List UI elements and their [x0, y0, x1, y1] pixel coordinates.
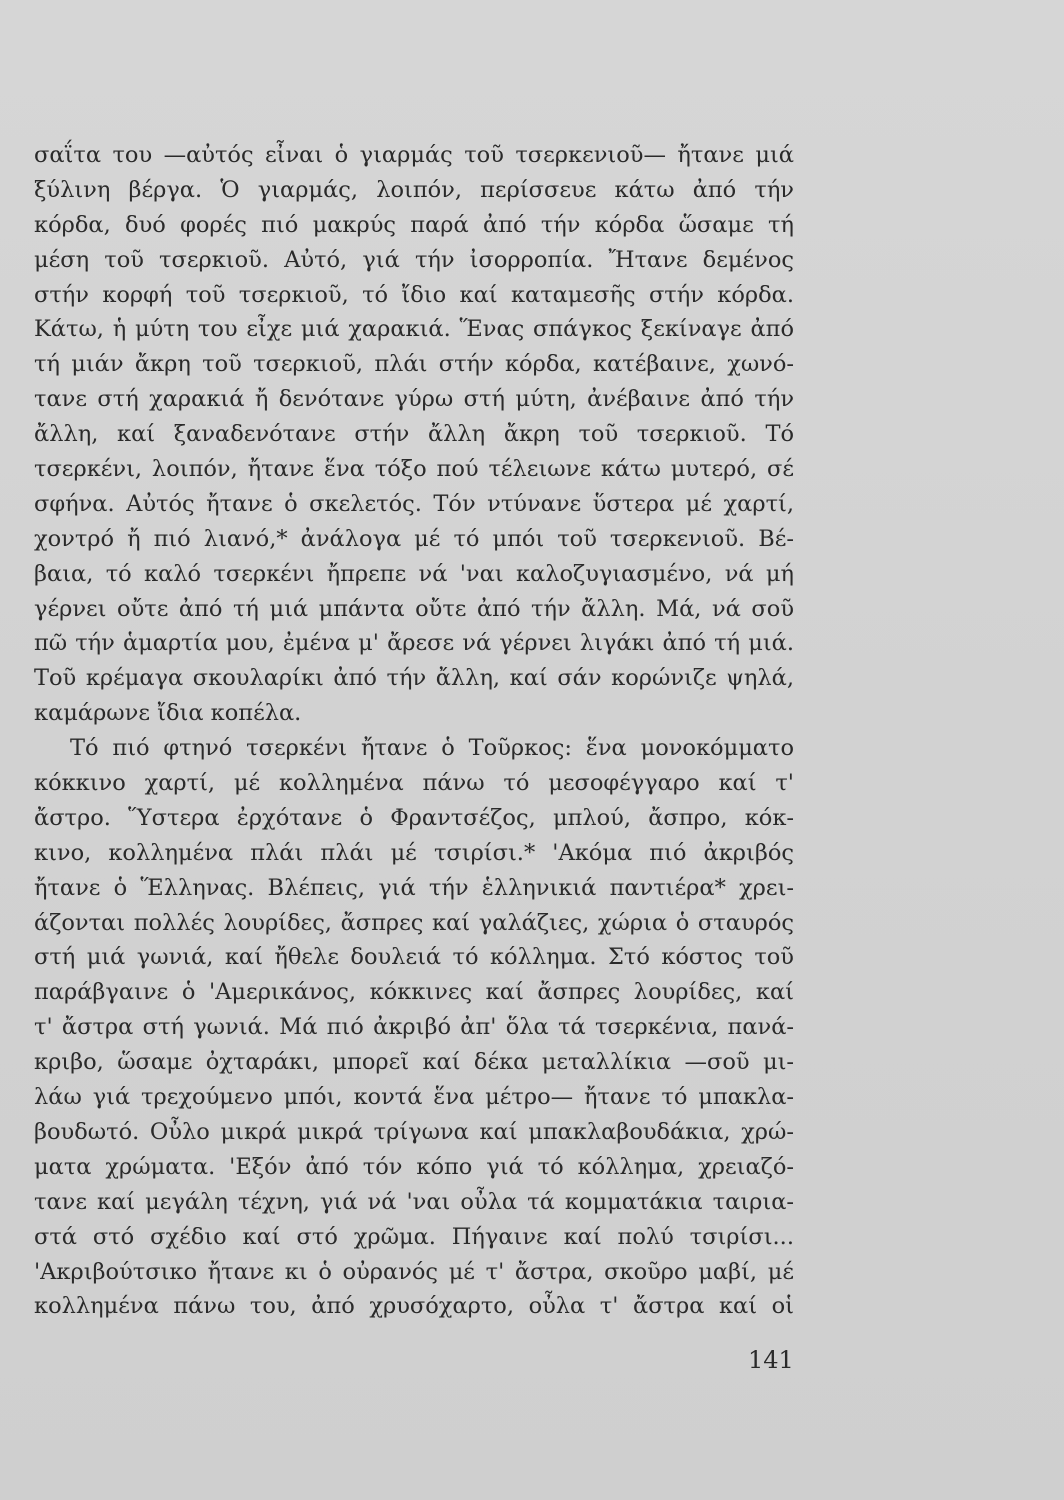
- text-line: μέση τοῦ τσερκιοῦ. Αὐτό, γιά τήν ἰσορροπία. Ἤτανε δεμένος: [34, 246, 794, 273]
- text-line: σφήνα. Αὐτός ἤτανε ὁ σκελετός. Τόν ντύνανε ὕστερα μέ χαρτί,: [34, 490, 794, 517]
- text-line: τ' ἄστρα στή γωνιά. Μά πιό ἀκριβό ἀπ' ὅλα τά τσερκένια, πανά-: [34, 1014, 794, 1041]
- text-line: 'Ακριβούτσικο ἤτανε κι ὁ οὐρανός μέ τ' ἄστρα, σκοῦρο μαβί, μέ: [34, 1258, 794, 1285]
- text-line: στή μιά γωνιά, καί ἤθελε δουλειά τό κόλλημα. Στό κόστος τοῦ: [34, 944, 794, 971]
- text-line: βαια, τό καλό τσερκένι ἤπρεπε νά 'ναι καλοζυγιασμένο, νά μή: [34, 560, 794, 587]
- text-line: στά στό σχέδιο καί στό χρῶμα. Πήγαινε καί πολύ τσιρίσι...: [34, 1223, 794, 1250]
- text-line: παράβγαινε ὁ 'Αμερικάνος, κόκκινες καί ἄσπρες λουρίδες, καί: [34, 979, 794, 1006]
- text-line: τσερκένι, λοιπόν, ἤτανε ἕνα τόξο πού τέλειωνε κάτω μυτερό, σέ: [34, 456, 794, 483]
- text-line: τή μιάν ἄκρη τοῦ τσερκιοῦ, πλάι στήν κόρδα, κατέβαινε, χωνό-: [34, 351, 794, 378]
- text-line: κολλημένα πάνω του, ἀπό χρυσόχαρτο, οὖλα τ' ἄστρα καί οἱ: [34, 1293, 794, 1320]
- text-line: τανε στή χαρακιά ἤ δενότανε γύρω στή μύτη, ἀνέβαινε ἀπό τήν: [34, 386, 794, 413]
- text-line: χοντρό ἤ πιό λιανό,* ἀνάλογα μέ τό μπόι τοῦ τσερκενιοῦ. Βέ-: [34, 525, 794, 552]
- text-line: κινο, κολλημένα πλάι πλάι μέ τσιρίσι.* 'Ακόμα πιό ἀκριβός: [34, 839, 794, 866]
- paragraph-1: [34, 138, 794, 731]
- paragraph-2: [34, 731, 794, 1324]
- text-line: Τό πιό φτηνό τσερκένι ἤτανε ὁ Τοῦρκος: ἕνα μονοκόμματο: [70, 735, 794, 762]
- text-line: βουδωτό. Οὖλο μικρά μικρά τρίγωνα καί μπακλαβουδάκια, χρώ-: [34, 1118, 794, 1145]
- text-line: γέρνει οὔτε ἀπό τή μιά μπάντα οὔτε ἀπό τήν ἄλλη. Μά, νά σοῦ: [34, 595, 794, 622]
- text-line: κριβο, ὥσαμε ὀχταράκι, μπορεῖ καί δέκα μεταλλίκια —σοῦ μι-: [34, 1049, 794, 1076]
- text-line: άζονται πολλές λουρίδες, ἄσπρες καί γαλάζιες, χώρια ὁ σταυρός: [34, 909, 794, 936]
- text-line: τανε καί μεγάλη τέχνη, γιά νά 'ναι οὖλα τά κομματάκια ταιρια-: [34, 1188, 794, 1215]
- body-text: [34, 138, 794, 1324]
- text-line: στήν κορφή τοῦ τσερκιοῦ, τό ἴδιο καί καταμεσῆς στήν κόρδα.: [34, 281, 794, 308]
- text-line: καμάρωνε ἴδια κοπέλα.: [34, 700, 302, 727]
- text-line: ἤτανε ὁ Ἕλληνας. Βλέπεις, γιά τήν ἑλληνικιά παντιέρα* χρει-: [34, 874, 794, 901]
- text-line: ἄστρο. Ὕστερα ἐρχότανε ὁ Φραντσέζος, μπλού, ἄσπρο, κόκ-: [34, 804, 794, 831]
- text-line: πῶ τήν ἁμαρτία μου, ἐμένα μ' ἄρεσε νά γέρνει λιγάκι ἀπό τή μιά.: [34, 630, 794, 657]
- text-line: κόρδα, δυό φορές πιό μακρύς παρά ἀπό τήν κόρδα ὥσαμε τή: [34, 211, 794, 238]
- page-number: 141: [748, 1346, 794, 1374]
- text-line: κόκκινο χαρτί, μέ κολλημένα πάνω τό μεσοφέγγαρο καί τ': [34, 770, 794, 797]
- text-line: Τοῦ κρέμαγα σκουλαρίκι ἀπό τήν ἄλλη, καί σάν κορώνιζε ψηλά,: [34, 665, 794, 692]
- text-line: ἄλλη, καί ξαναδενότανε στήν ἄλλη ἄκρη τοῦ τσερκιοῦ. Τό: [34, 421, 794, 448]
- text-line: λάω γιά τρεχούμενο μπόι, κοντά ἕνα μέτρο— ἤτανε τό μπακλα-: [34, 1084, 794, 1111]
- text-line: Κάτω, ἡ μύτη του εἶχε μιά χαρακιά. Ἕνας σπάγκος ξεκίναγε ἀπό: [34, 316, 794, 343]
- text-line: ξύλινη βέργα. Ὁ γιαρμάς, λοιπόν, περίσσευε κάτω ἀπό τήν: [34, 176, 794, 203]
- text-line: ματα χρώματα. 'Εξόν ἀπό τόν κόπο γιά τό κόλλημα, χρειαζό-: [34, 1153, 794, 1180]
- text-line: σαΐτα του —αὐτός εἶναι ὁ γιαρμάς τοῦ τσερκενιοῦ— ἤτανε μιά: [34, 142, 794, 168]
